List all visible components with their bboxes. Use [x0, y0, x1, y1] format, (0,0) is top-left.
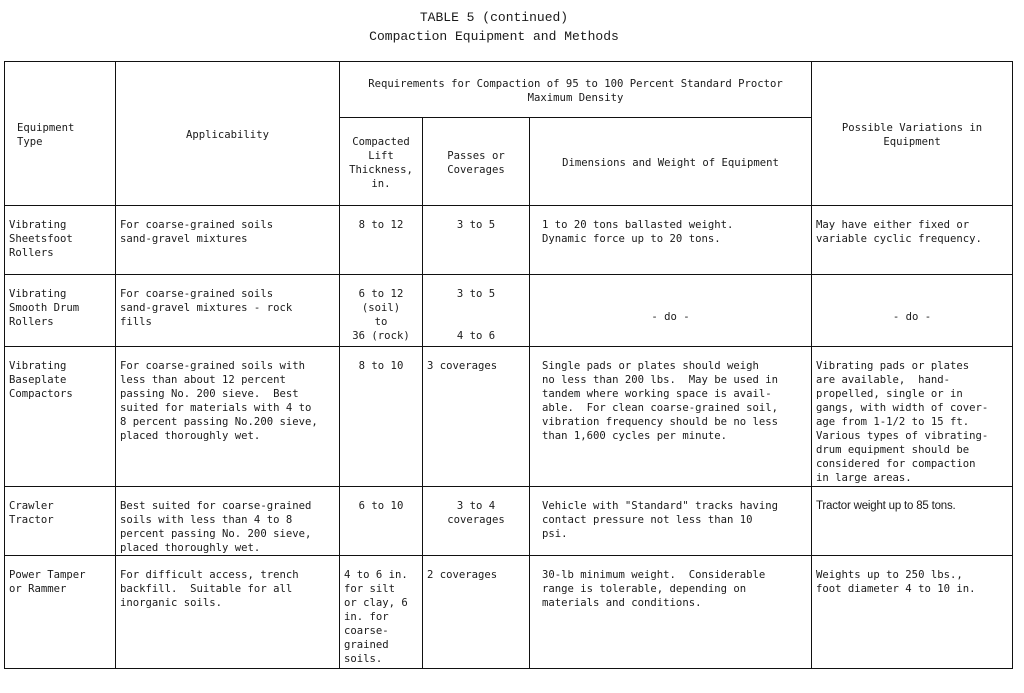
cell-lift: 6 to 10: [340, 487, 423, 556]
table-row: [5, 556, 1013, 669]
header-dimensions: Dimensions and Weight of Equipment: [530, 118, 812, 206]
cell-variations: Tractor weight up to 85 tons.: [812, 487, 1013, 556]
table-title: TABLE 5 (continued): [419, 10, 569, 25]
cell-dimensions: Vehicle with "Standard" tracks having contact pressure not less than 10 psi.: [530, 487, 812, 556]
cell-variations: May have either fixed or variable cyclic frequency.: [812, 206, 1013, 275]
cell-equipment: Crawler Tractor: [5, 487, 116, 556]
compaction-equipment-table: [4, 61, 1013, 669]
cell-lift: 8 to 10: [340, 347, 423, 487]
table-subtitle: Compaction Equipment and Methods: [369, 29, 619, 44]
cell-equipment: Power Tamper or Rammer: [5, 556, 116, 669]
cell-passes: 2 coverages: [423, 556, 530, 669]
cell-lift: 8 to 12: [340, 206, 423, 275]
cell-dimensions: 30-lb minimum weight. Considerable range is tolerable, depending on materials and conditions.: [530, 556, 812, 669]
cell-dimensions: 1 to 20 tons ballasted weight. Dynamic force up to 20 tons.: [530, 206, 812, 275]
cell-passes: 3 to 5: [423, 206, 530, 275]
cell-applicability: For coarse-grained soils sand-gravel mixtures: [116, 206, 340, 275]
header-equipment-type: Equipment Type: [5, 62, 116, 206]
cell-applicability: For coarse-grained soils with less than about 12 percent passing No. 200 sieve. Best suited for materials with 4 to 8 percent passing No.200 sieve, placed thoroughly wet.: [116, 347, 340, 487]
cell-variations: Weights up to 250 lbs., foot diameter 4 to 10 in.: [812, 556, 1013, 669]
cell-equipment: Vibrating Sheetsfoot Rollers: [5, 206, 116, 275]
cell-variations: - do -: [812, 275, 1013, 347]
cell-passes: 3 coverages: [423, 347, 530, 487]
header-lift-thickness: Compacted Lift Thickness, in.: [340, 118, 423, 206]
table-row: [5, 275, 1013, 347]
cell-variations: Vibrating pads or plates are available, hand- propelled, single or in gangs, with width of cover- age from 1-1/2 to 15 ft. Various types of vibrating- drum equipment should be considered for compaction in large areas.: [812, 347, 1013, 487]
cell-applicability: Best suited for coarse-grained soils with less than 4 to 8 percent passing No. 200 sieve, placed thoroughly wet.: [116, 487, 340, 556]
cell-equipment: Vibrating Smooth Drum Rollers: [5, 275, 116, 347]
cell-dimensions: - do -: [530, 275, 812, 347]
header-applicability: Applicability: [116, 62, 340, 206]
table-row: [5, 347, 1013, 487]
cell-equipment: Vibrating Baseplate Compactors: [5, 347, 116, 487]
cell-dimensions: Single pads or plates should weigh no less than 200 lbs. May be used in tandem where working space is avail- able. For clean coarse-grained soil, vibration frequency should be no less than 1,600 cycles per minute.: [530, 347, 812, 487]
table-row: [5, 206, 1013, 275]
cell-passes: 3 to 5 4 to 6: [423, 275, 530, 347]
header-variations: Possible Variations in Equipment: [812, 62, 1013, 206]
cell-applicability: For difficult access, trench backfill. Suitable for all inorganic soils.: [116, 556, 340, 669]
table-row: [5, 487, 1013, 556]
cell-lift: 4 to 6 in. for silt or clay, 6 in. for coarse- grained soils.: [340, 556, 423, 669]
cell-applicability: For coarse-grained soils sand-gravel mixtures - rock fills: [116, 275, 340, 347]
cell-passes: 3 to 4 coverages: [423, 487, 530, 556]
header-passes: Passes or Coverages: [423, 118, 530, 206]
header-requirements: Requirements for Compaction of 95 to 100 Percent Standard Proctor Maximum Density: [340, 62, 812, 118]
cell-lift: 6 to 12 (soil) to 36 (rock): [340, 275, 423, 347]
